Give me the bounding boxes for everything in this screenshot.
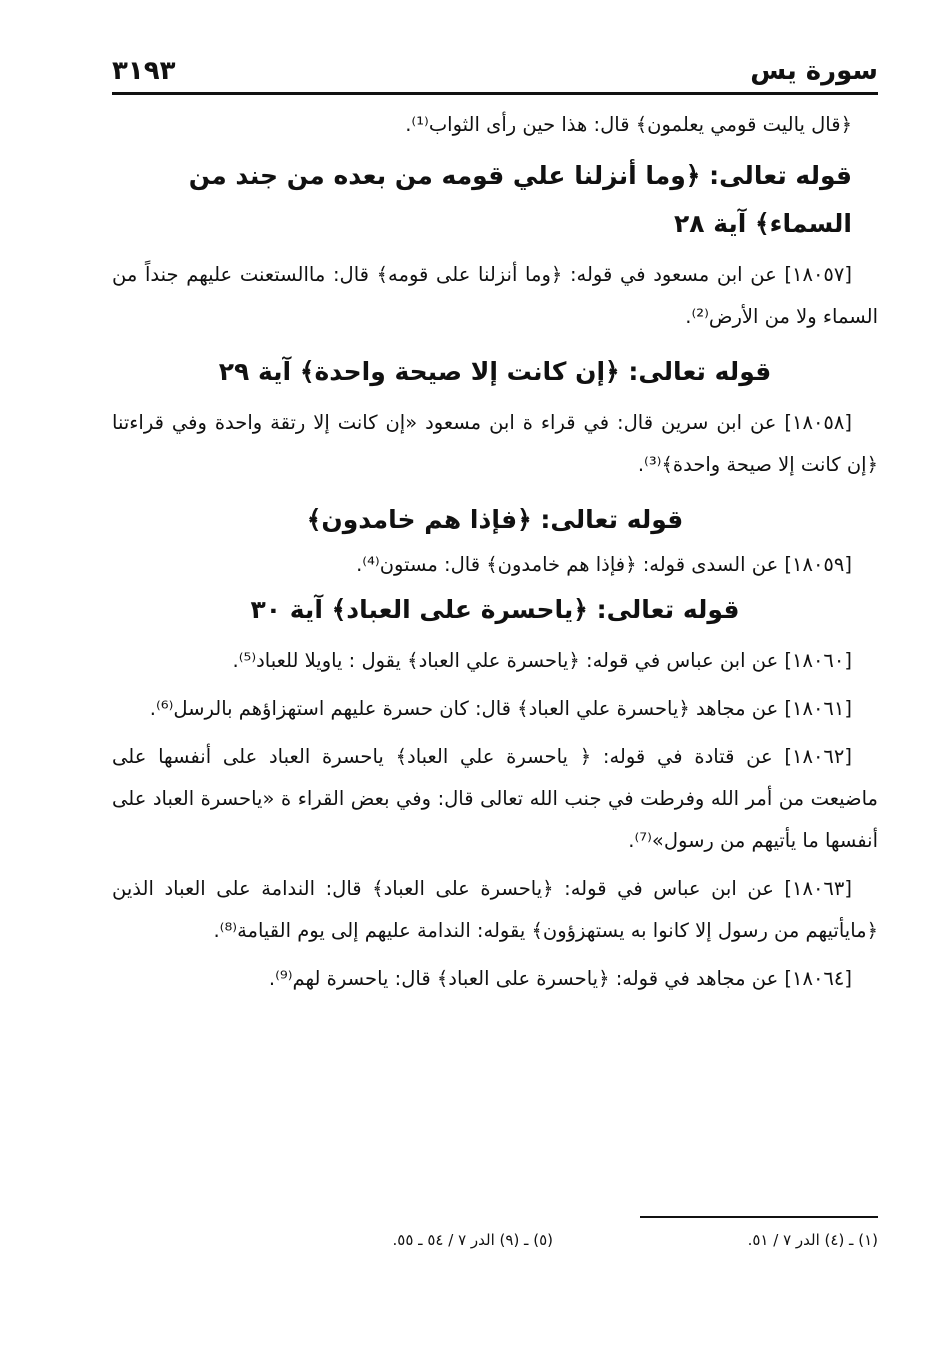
narration-18057: [١٨٠٥٧] عن ابن مسعود في قوله: ﴿وما أنزلنا على قومه﴾ قال: ماالستعنت عليهم جنداً من السماء ولا من الأرض⁽²⁾. [112,263,878,328]
footnote-5-9: (٥) ـ (٩) الدر ٧ / ٥٤ ـ ٥٥. [392,1231,553,1249]
section-heading-ayah-28: قوله تعالى: ﴿وما أنزلنا علي قومه من بعده من جند من السماء﴾ آية ٢٨ [188,161,852,238]
surah-title: سورة يس [750,56,878,86]
page-content [112,104,878,1000]
section-heading-khamidun: قوله تعالى: ﴿فإذا هم خامدون﴾ [306,505,684,534]
narration-18059: [١٨٠٥٩] عن السدى قوله: ﴿فإذا هم خامدون﴾ قال: مستون⁽⁴⁾. [356,553,852,576]
narration-18058: [١٨٠٥٨] عن ابن سرين قال: في قراء ة ابن مسعود «إن كانت إلا رتقة واحدة وفي قراءتنا ﴿إن كانت إلا صيحة واحدة﴾⁽³⁾. [112,411,878,476]
narration-18062: [١٨٠٦٢] عن قتادة في قوله: ﴿ ياحسرة علي العباد﴾ ياحسرة العباد على أنفسها على ماضيعت من أمر الله وفرطت في جنب الله تعالى قال: وفي بعض القراء ة «ياحسرة العباد على أنفسها ما يأتيهم من رسول»⁽⁷⁾. [112,745,878,852]
section-heading-ayah-30: قوله تعالى: ﴿ياحسرة على العباد﴾ آية ٣٠ [250,595,740,624]
narration-18060: [١٨٠٦٠] عن ابن عباس في قوله: ﴿ياحسرة علي العباد﴾ يقول : ياويلا للعباد⁽⁵⁾. [232,649,852,672]
footnote-divider [640,1216,878,1218]
paragraph-verse-quote: ﴿قال ياليت قومي يعلمون﴾ قال: هذا حين رأى الثواب⁽¹⁾. [405,113,852,136]
section-heading-ayah-29: قوله تعالى: ﴿إن كانت إلا صيحة واحدة﴾ آية ٢٩ [218,357,772,386]
narration-18063: [١٨٠٦٣] عن ابن عباس في قوله: ﴿ياحسرة على العباد﴾ قال: الندامة على العباد الذين ﴿مايأتيهم من رسول إلا كانوا به يستهزؤون﴾ يقوله: الندامة عليهم إلى يوم القيامة⁽⁸⁾. [112,877,878,942]
page-number: ٣١٩٣ [112,56,176,86]
page-header [112,36,878,95]
footnotes [112,1226,878,1254]
footnote-1-4: (١) ـ (٤) الدر ٧ / ٥١. [747,1231,878,1249]
narration-18064: [١٨٠٦٤] عن مجاهد في قوله: ﴿ياحسرة على العباد﴾ قال: ياحسرة لهم⁽⁹⁾. [268,967,852,990]
narration-18061: [١٨٠٦١] عن مجاهد ﴿ياحسرة علي العباد﴾ قال: كان حسرة عليهم استهزاؤهم بالرسل⁽⁶⁾. [149,697,852,720]
